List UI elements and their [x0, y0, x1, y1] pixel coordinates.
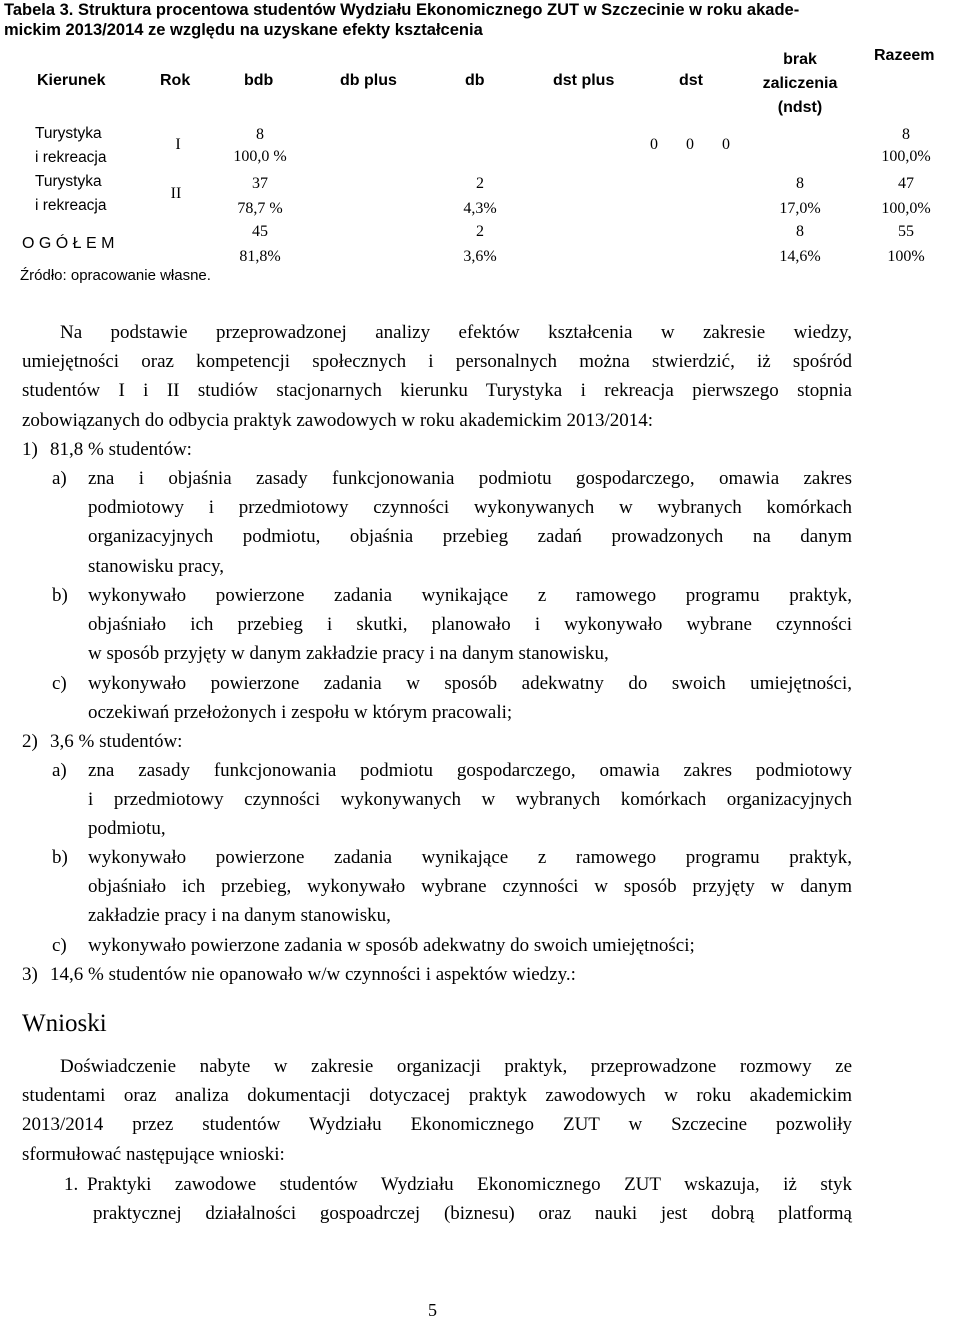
row2-db-percent: 4,3%: [463, 200, 497, 217]
table-source: Źródło: opracowanie własne.: [20, 267, 211, 284]
list-line: organizacyjnych podmiotu, objaśnia przebieg zadań prowadzonych na danym: [88, 526, 852, 548]
row2-razem: [866, 171, 946, 221]
row2-rok: II: [170, 185, 182, 202]
row2-bdb-count: 37: [252, 175, 268, 192]
header-brak-line3: (ndst): [777, 99, 823, 116]
list-line: stanowisku pracy,: [88, 555, 224, 577]
row2-brak-count: 8: [796, 175, 804, 192]
row1-kierunek: [35, 122, 107, 170]
row1-bdb: [210, 124, 310, 168]
list-item-2a-text: [88, 756, 852, 844]
list-item-1-text: 81,8 % studentów:: [50, 439, 192, 460]
row2-db: [430, 171, 530, 221]
row2-bdb-percent: 78,7 %: [237, 200, 283, 217]
row1-razem-percent: 100,0%: [881, 148, 931, 165]
list-item-2c-text: wykonywało powierzone zadania w sposób adekwatny do swoich umiejętności;: [88, 935, 695, 956]
wnioski-line: 2013/2014 przez studentów Wydziału Ekonomicznego ZUT w Szczecine pozwoliły: [22, 1114, 852, 1136]
caption-line-2: mickim 2013/2014 ze względu na uzyskane efekty kształcenia: [4, 21, 483, 39]
row1-bdb-count: 8: [256, 126, 264, 143]
list-line: zna zasady funkcjonowania podmiotu gospodarczego, omawia zakres podmiotowy: [88, 760, 852, 781]
list-line: oczekiwań przełożonych i zespołu w którym pracowali;: [88, 702, 513, 724]
header-brak-line1: brak: [783, 51, 817, 68]
row2-kierunek: [35, 170, 107, 218]
row3-razem-count: 55: [898, 223, 914, 240]
row2-brak: [750, 171, 850, 221]
page-number: 5: [428, 1300, 437, 1320]
list-line: wykonywało powierzone zadania wynikające z ramowego programu praktyk,: [88, 585, 852, 606]
header-dst: dst: [679, 72, 703, 89]
row2-kierunek-line2: i rekreacja: [35, 197, 107, 214]
wnioski-item-line: praktycznej działalności gospoadrczej (biznesu) oraz nauki jest dobrą platformą: [93, 1203, 852, 1225]
intro-line: umiejętności oraz kompetencji społecznych i personalnych można stwierdzić, iż spośród: [22, 351, 852, 373]
header-brak-zaliczenia: [740, 48, 860, 120]
list-line: zna i objaśnia zasady funkcjonowania podmiotu gospodarczego, omawia zakres: [88, 468, 852, 489]
row3-razem-percent: 100%: [887, 248, 925, 265]
row3-db-percent: 3,6%: [463, 248, 497, 265]
list-item-3-text: 14,6 % studentów nie opanowało w/w czynności i aspektów wiedzy.:: [50, 964, 576, 985]
row2-db-count: 2: [476, 175, 484, 192]
row3-bdb-percent: 81,8%: [239, 248, 281, 265]
list-item-1a-text: [88, 464, 852, 581]
list-line: wykonywało powierzone zadania wynikające z ramowego programu praktyk,: [88, 847, 852, 868]
header-dst-plus: dst plus: [553, 72, 615, 89]
row3-bdb-count: 45: [252, 223, 268, 240]
list-line: podmiotowy i przedmiotowy czynności wykonywanych w wybranych komórkach: [88, 497, 852, 519]
list-item-3-number: 3): [22, 964, 38, 985]
list-item-2c-marker: c): [52, 935, 67, 956]
list-line: zakładzie pracy i na danym stanowisku,: [88, 905, 391, 927]
list-item-2-text: 3,6 % studentów:: [50, 731, 183, 752]
row3-brak-percent: 14,6%: [779, 248, 821, 265]
wnioski-item-1-number: 1.: [64, 1174, 79, 1195]
row1-bdb-percent: 100,0 %: [233, 148, 287, 165]
list-item-1b-marker: b): [52, 585, 68, 606]
row3-db-count: 2: [476, 223, 484, 240]
row1-razem-count: 8: [902, 126, 910, 143]
row3-kierunek: O G Ó Ł E M: [22, 235, 115, 252]
caption-line-1: Tabela 3. Struktura procentowa studentów Wydziału Ekonomicznego ZUT w Szczecinie w roku akade-: [4, 1, 800, 19]
list-line: i przedmiotowy czynności wykonywanych w wybranych komórkach organizacyjnych: [88, 789, 852, 811]
header-brak-line2: zaliczenia: [762, 75, 838, 92]
row3-brak: [750, 219, 850, 269]
header-db-plus: db plus: [340, 72, 397, 89]
list-item-1-number: 1): [22, 439, 38, 460]
row3-db: [430, 219, 530, 269]
intro-line: Na podstawie przeprowadzonej analizy efektów kształcenia w zakresie wiedzy,: [60, 322, 852, 343]
list-line: w sposób przyjęty w danym zakładzie pracy i na danym stanowisku,: [88, 643, 609, 665]
list-line: objaśniało ich przebieg i skutki, planowało i wykonywało wybrane czynności: [88, 614, 852, 636]
list-item-2-number: 2): [22, 731, 38, 752]
wnioski-line: sformułować następujące wnioski:: [22, 1143, 285, 1165]
list-item-1b-text: [88, 581, 852, 669]
wnioski-item-line: Praktyki zawodowe studentów Wydziału Ekonomicznego ZUT wskazuja, iż styk: [87, 1174, 852, 1195]
list-line: objaśniało ich przebieg, wykonywało wybrane czynności w sposób przyjęty w danym: [88, 876, 852, 898]
header-bdb: bdb: [244, 72, 274, 89]
row3-brak-count: 8: [796, 223, 804, 240]
row2-razem-count: 47: [898, 175, 914, 192]
row1-kierunek-line2: i rekreacja: [35, 149, 107, 166]
list-item-2a-marker: a): [52, 760, 67, 781]
list-item-2b-marker: b): [52, 847, 68, 868]
row2-kierunek-line1: Turystyka: [35, 173, 102, 190]
list-item-2b-text: [88, 843, 852, 931]
list-item-1a-marker: a): [52, 468, 67, 489]
list-line: wykonywało powierzone zadania w sposób adekwatny do swoich umiejętności,: [88, 673, 852, 694]
row2-brak-percent: 17,0%: [779, 200, 821, 217]
row1-zeros: 0 0 0: [650, 136, 730, 153]
wnioski-line: studentami oraz analiza dokumentacji dotyczacej praktyk zawodowych w roku akademickim: [22, 1085, 852, 1107]
table-caption: [4, 0, 954, 40]
intro-line: studentów I i II studiów stacjonarnych kierunku Turystyka i rekreacja pierwszego stopnia: [22, 380, 852, 402]
row2-razem-percent: 100,0%: [881, 200, 931, 217]
intro-line: zobowiązanych do odbycia praktyk zawodowych w roku akademickim 2013/2014:: [22, 409, 654, 431]
header-kierunek: Kierunek: [37, 72, 106, 89]
row1-kierunek-line1: Turystyka: [35, 125, 102, 142]
intro-paragraph: [22, 318, 852, 435]
header-razem: Razeem: [874, 47, 935, 64]
header-db: db: [465, 72, 485, 89]
wnioski-item-1-text: [87, 1170, 852, 1228]
list-item-1c-marker: c): [52, 673, 67, 694]
list-item-1c-text: [88, 669, 852, 727]
row1-rok: I: [175, 136, 181, 153]
row3-razem: [866, 219, 946, 269]
header-rok: Rok: [160, 72, 191, 89]
wnioski-paragraph: [22, 1052, 852, 1169]
row3-bdb: [210, 219, 310, 269]
row2-bdb: [210, 171, 310, 221]
list-line: podmiotu,: [88, 818, 166, 840]
section-heading-wnioski: Wnioski: [22, 1010, 107, 1037]
row1-razem: [866, 124, 946, 168]
wnioski-line: Doświadczenie nabyte w zakresie organizacji praktyk, przeprowadzone rozmowy ze: [60, 1056, 852, 1077]
